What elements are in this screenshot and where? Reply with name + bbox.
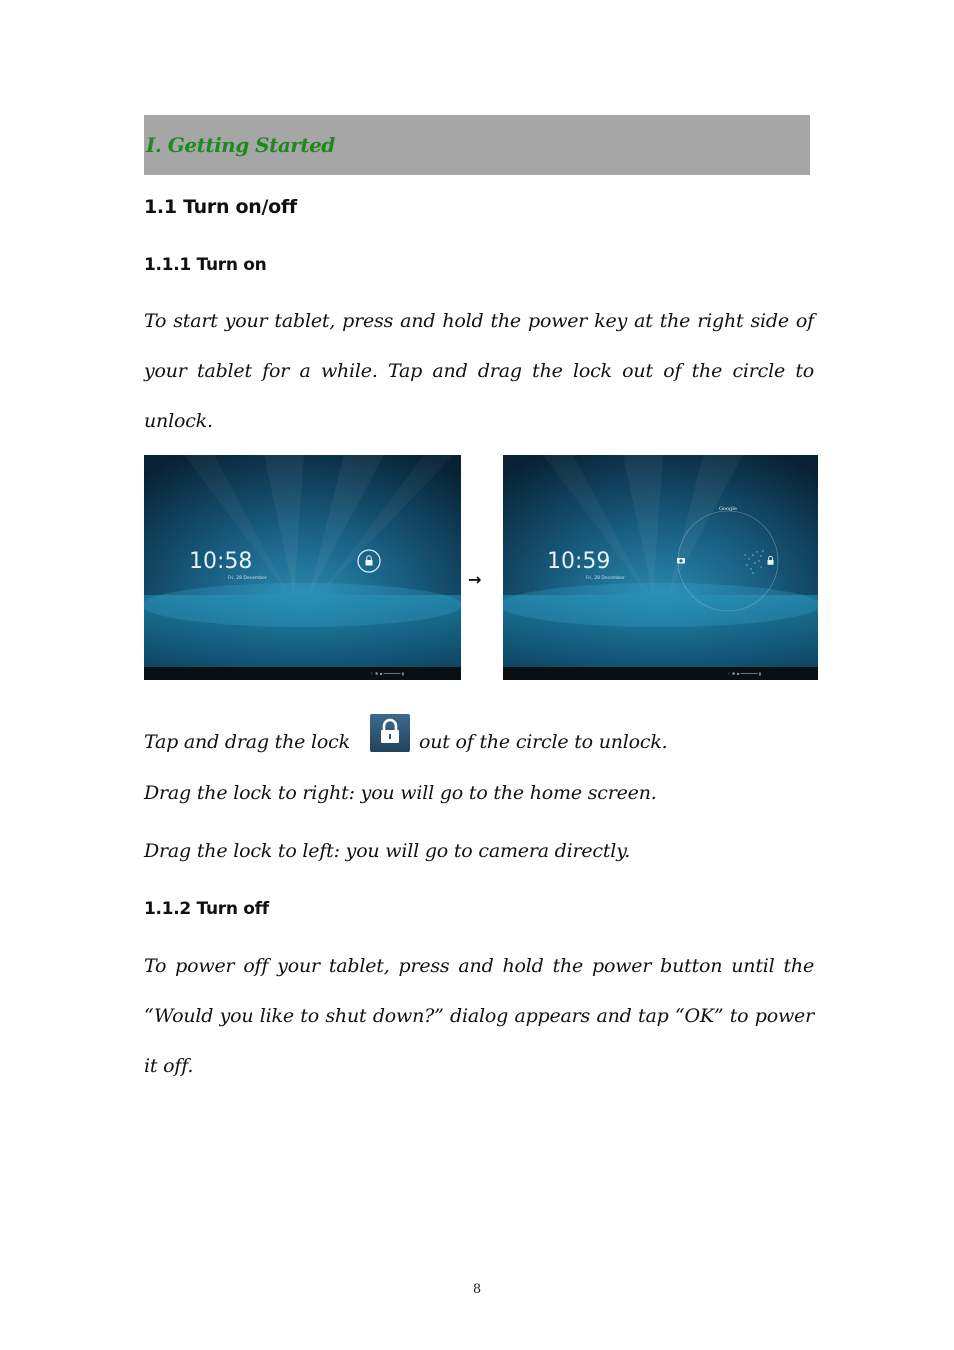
turn-on-text-line-2: your tablet for a while. Tap and drag the lock out of the circle to bbox=[144, 360, 814, 382]
turn-on-text-line-3: unlock. bbox=[144, 410, 213, 432]
unlock-note-after-icon: out of the circle to unlock. bbox=[419, 731, 668, 753]
clock-date: Fri, 28 December bbox=[228, 576, 267, 581]
lock-icon bbox=[366, 560, 373, 566]
transition-arrow: → bbox=[468, 570, 482, 589]
status-icons: ⌔ ✱ ▪ ━━━━━━━ ▮ bbox=[727, 671, 761, 676]
google-search-label: Google bbox=[719, 506, 737, 512]
turn-off-text-line-1: To power off your tablet, press and hold the power button until the bbox=[144, 955, 814, 977]
turn-off-text-line-3: it off. bbox=[144, 1055, 194, 1077]
unlock-note-left: Drag the lock to left: you will go to camera directly. bbox=[144, 840, 631, 862]
unlock-note-before-icon: Tap and drag the lock bbox=[144, 731, 350, 753]
lockscreen-screenshot-after bbox=[503, 455, 818, 680]
clock-time: 10:59 bbox=[547, 549, 611, 574]
unlock-note-right: Drag the lock to right: you will go to the home screen. bbox=[144, 782, 657, 804]
subsection-title-turn-off: 1.1.2 Turn off bbox=[144, 899, 269, 919]
status-bar bbox=[144, 667, 461, 680]
turn-on-text-line-1: To start your tablet, press and hold the power key at the right side of bbox=[144, 310, 814, 332]
chapter-header-bar bbox=[144, 115, 810, 175]
turn-off-text-line-2: “Would you like to shut down?” dialog appears and tap “OK” to power bbox=[144, 1005, 814, 1027]
clock-time: 10:58 bbox=[189, 549, 253, 574]
section-title: 1.1 Turn on/off bbox=[144, 196, 297, 218]
lock-icon bbox=[370, 714, 410, 752]
lock-icon bbox=[768, 560, 774, 565]
clock-date: Fri, 28 December bbox=[586, 576, 625, 581]
status-bar bbox=[503, 667, 818, 680]
page-number: 8 bbox=[472, 1282, 482, 1297]
lockscreen-screenshot-before bbox=[144, 455, 461, 680]
status-icons: ⌔ ✱ ▪ ━━━━━━━ ▮ bbox=[370, 671, 404, 676]
chapter-title: I. Getting Started bbox=[146, 133, 335, 157]
subsection-title-turn-on: 1.1.1 Turn on bbox=[144, 255, 267, 275]
